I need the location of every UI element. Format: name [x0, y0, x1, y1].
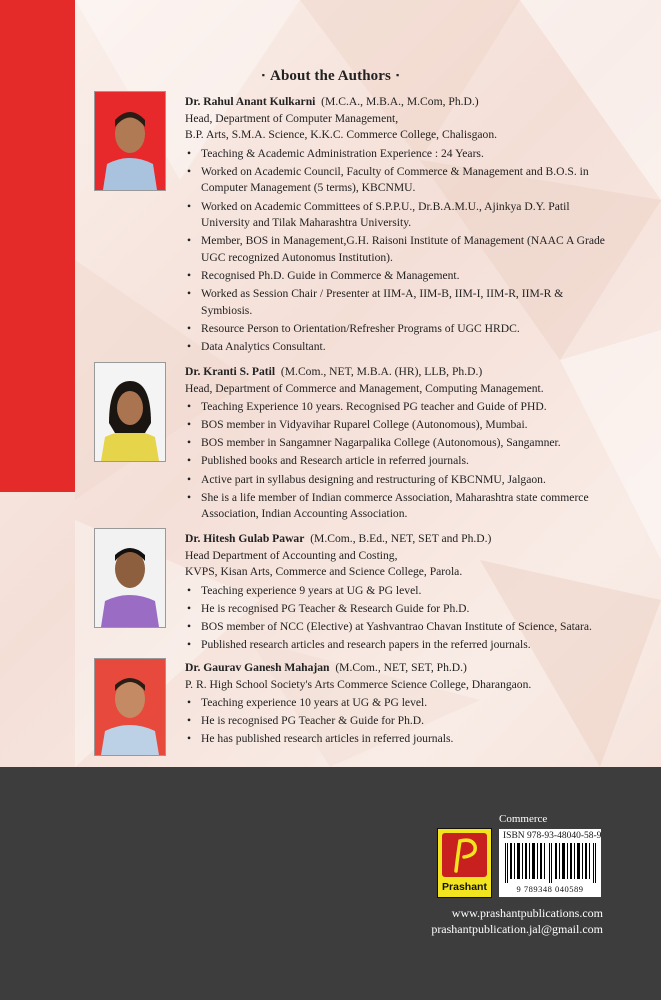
- barcode-icon: [505, 843, 597, 883]
- author-details: [185, 660, 605, 749]
- section-heading: ▪ About the Authors ▪: [261, 68, 400, 84]
- list-item: • He is recognised PG Teacher & Guide for Ph.D.: [185, 713, 605, 730]
- list-item: • Teaching Experience 10 years. Recognised PG teacher and Guide of PHD.: [185, 399, 605, 416]
- list-item: • BOS member in Sangamner Nagarpalika College (Autonomous), Sangamner.: [185, 435, 605, 452]
- list-item: • Recognised Ph.D. Guide in Commerce & Management.: [185, 268, 605, 285]
- list-item: • Teaching experience 10 years at UG & PG level.: [185, 695, 605, 712]
- list-item: • She is a life member of Indian commerce Association, Maharashtra state commerce Association, Indian Accounting Association.: [185, 490, 605, 523]
- publisher-logo-mark: [442, 833, 487, 877]
- publisher-p-icon: [442, 833, 487, 877]
- list-item: • Member, BOS in Management,G.H. Raisoni Institute of Management (NAAC A Grade UGC recognized Autonomus Institution).: [185, 233, 605, 266]
- publisher-contact: [431, 905, 603, 937]
- author-qualifications: (M.Com., NET, M.B.A. (HR), LLB, Ph.D.): [280, 365, 483, 378]
- author-position: Head, Department of Computer Management,: [185, 111, 399, 125]
- author-qualifications: (M.Com., B.Ed., NET, SET and Ph.D.): [310, 532, 492, 545]
- author-highlights: [185, 399, 605, 523]
- publisher-name: Prashant: [442, 881, 487, 893]
- heading-marker-right: ▪: [395, 70, 400, 80]
- author-photo: [94, 528, 166, 628]
- barcode-number: 9 789348 040589: [516, 884, 584, 894]
- author-position: Head, Department of Commerce and Management, Computing Management.: [185, 381, 544, 395]
- list-item: • Teaching & Academic Administration Experience : 24 Years.: [185, 146, 605, 163]
- author-portrait-icon: [95, 363, 165, 461]
- list-item: • Worked on Academic Council, Faculty of Commerce & Management and B.O.S. in Computer Management (5 terms), KBCNMU.: [185, 164, 605, 197]
- author-institution: B.P. Arts, S.M.A. Science, K.K.C. Commerce College, Chalisgaon.: [185, 128, 498, 142]
- author-portrait-icon: [95, 92, 165, 190]
- author-details: [185, 531, 605, 655]
- author-name: Dr. Rahul Anant Kulkarni: [185, 95, 316, 108]
- author-photo: [94, 91, 166, 191]
- list-item: • Teaching experience 9 years at UG & PG level.: [185, 583, 605, 600]
- list-item: • Worked on Academic Committees of S.P.P.U., Dr.B.A.M.U., Ajinkya D.Y. Patil University and Tilak Maharashtra University.: [185, 199, 605, 232]
- author-photo: [94, 362, 166, 462]
- author-details: [185, 94, 605, 357]
- author-highlights: [185, 695, 605, 748]
- heading-marker-left: ▪: [261, 70, 266, 80]
- category-label: Commerce: [499, 813, 548, 825]
- list-item: • Published books and Research article in referred journals.: [185, 453, 605, 470]
- email-link[interactable]: prashantpublication.jal@gmail.com: [431, 922, 603, 936]
- author-photo: [94, 658, 166, 756]
- publisher-logo: [437, 828, 492, 898]
- list-item: • Active part in syllabus designing and restructuring of KBCNMU, Jalgaon.: [185, 472, 605, 489]
- author-highlights: [185, 583, 605, 654]
- list-item: • Published research articles and research papers in the referred journals.: [185, 637, 605, 654]
- author-institution: P. R. High School Society's Arts Commerce Science College, Dharangaon.: [185, 677, 532, 691]
- author-qualifications: (M.Com., NET, SET, Ph.D.): [335, 661, 467, 674]
- isbn-barcode: [499, 829, 601, 897]
- author-qualifications: (M.C.A., M.B.A., M.Com, Ph.D.): [321, 95, 479, 108]
- author-portrait-icon: [95, 659, 165, 755]
- list-item: • Worked as Session Chair / Presenter at IIM-A, IIM-B, IIM-I, IIM-R, IIM-R & Symbiosis.: [185, 286, 605, 319]
- author-institution: KVPS, Kisan Arts, Commerce and Science College, Parola.: [185, 565, 463, 579]
- author-position: Head Department of Accounting and Costing,: [185, 548, 398, 562]
- author-highlights: [185, 146, 605, 356]
- list-item: • Resource Person to Orientation/Refresher Programs of UGC HRDC.: [185, 321, 605, 338]
- author-name: Dr. Hitesh Gulab Pawar: [185, 532, 305, 545]
- isbn-label: ISBN 978-93-48040-58-9: [503, 831, 602, 841]
- list-item: • Data Analytics Consultant.: [185, 339, 605, 356]
- list-item: • BOS member of NCC (Elective) at Yashvantrao Chavan Institute of Science, Satara.: [185, 619, 605, 636]
- list-item: • BOS member in Vidyavihar Ruparel College (Autonomous), Mumbai.: [185, 417, 605, 434]
- list-item: • He has published research articles in referred journals.: [185, 731, 605, 748]
- list-item: • He is recognised PG Teacher & Research Guide for Ph.D.: [185, 601, 605, 618]
- author-portrait-icon: [95, 529, 165, 627]
- website-link[interactable]: www.prashantpublications.com: [451, 906, 603, 920]
- author-name: Dr. Gaurav Ganesh Mahajan: [185, 661, 330, 674]
- author-name: Dr. Kranti S. Patil: [185, 365, 276, 378]
- author-details: [185, 364, 605, 524]
